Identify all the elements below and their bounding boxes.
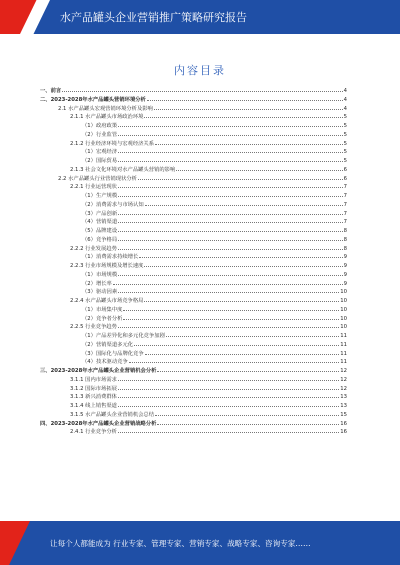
- toc-entry-page: 5: [343, 131, 347, 138]
- toc-leader-dots: [144, 300, 339, 302]
- toc-entry-page: 10: [340, 289, 347, 296]
- toc-entry-text: （2）营销渠道多元化: [82, 341, 134, 348]
- toc-entry[interactable]: [70, 392, 347, 400]
- toc-entry-text: 2.1.2 行业经济环境与宏观经济关系: [70, 140, 155, 147]
- toc-entry-text: （1）生产规模: [82, 193, 118, 199]
- toc-entry-page: 8: [343, 236, 347, 243]
- toc-entry-text: （6）竞争格局: [82, 236, 118, 243]
- toc-entry-text: 3.1.5 水产品罐头企业营销机会总结: [70, 411, 155, 418]
- toc-leader-dots: [157, 370, 339, 372]
- toc-entry-text: （1）消费需求持续增长: [82, 254, 139, 261]
- toc-entry-page: 7: [343, 201, 347, 208]
- toc-entry-text: （4）营销渠道: [82, 219, 118, 226]
- toc-leader-dots: [118, 134, 342, 136]
- toc-entry-page: 16: [340, 429, 347, 436]
- toc-entry[interactable]: [82, 279, 347, 287]
- toc-entry[interactable]: [82, 130, 347, 138]
- toc-entry-text: 3.1.3 新兴消费群体: [70, 394, 117, 401]
- toc-entry-text: 2.2.1 行业运营现状: [70, 184, 117, 191]
- toc-entry-page: 7: [343, 184, 347, 191]
- toc-entry[interactable]: [58, 104, 347, 112]
- toc-entry-page: 6: [343, 166, 347, 173]
- toc-entry-page: 11: [340, 341, 347, 348]
- toc-leader-dots: [118, 239, 342, 241]
- toc-entry-page: 13: [340, 403, 347, 409]
- toc-leader-dots: [118, 230, 342, 232]
- toc-entry[interactable]: [82, 147, 347, 155]
- toc-entry[interactable]: [82, 156, 347, 164]
- toc-entry[interactable]: [70, 427, 347, 435]
- toc-leader-dots: [155, 143, 343, 145]
- toc-entry-text: （1）宏观经济: [82, 149, 118, 156]
- toc-entry[interactable]: [82, 287, 347, 295]
- toc-entry[interactable]: [70, 384, 347, 392]
- toc-leader-dots: [154, 108, 343, 110]
- toc-entry-text: （2）竞争者分析: [82, 315, 123, 322]
- toc-entry-text: （1）政府政策: [82, 123, 118, 129]
- report-title: 水产品罐头企业营销推广策略研究报告: [60, 11, 247, 24]
- toc-entry-text: 一、前言: [40, 88, 62, 94]
- toc-entry-page: 9: [343, 263, 347, 269]
- toc-leader-dots: [118, 213, 342, 215]
- toc-entry[interactable]: [82, 121, 347, 129]
- toc-entry-page: 6: [343, 175, 347, 182]
- toc-entry-text: 2.2.4 水产品罐头市场竞争格局: [70, 298, 144, 304]
- toc-leader-dots: [118, 160, 342, 162]
- toc-entry[interactable]: [82, 270, 347, 278]
- toc-entry-page: 16: [340, 420, 347, 427]
- toc-leader-dots: [118, 274, 342, 276]
- toc-entry-page: 10: [340, 306, 347, 313]
- toc-leader-dots: [118, 125, 342, 127]
- toc-entry[interactable]: [40, 86, 347, 94]
- toc-entry-page: 5: [343, 114, 347, 121]
- toc-entry-text: 四、2023-2028年水产品罐头企业营销战略分析: [40, 420, 157, 427]
- toc-entry-page: 10: [340, 315, 347, 322]
- toc-entry-text: （3）驱动因素: [82, 289, 118, 296]
- toc-leader-dots: [118, 405, 339, 407]
- toc-entry-text: 2.2 水产品罐头行业营销现状分析: [58, 175, 137, 182]
- toc-leader-dots: [144, 116, 342, 118]
- toc-leader-dots: [145, 204, 343, 206]
- toc-entry-page: 10: [340, 324, 347, 331]
- toc-leader-dots: [118, 431, 339, 433]
- toc-entry-text: （2）消费需求与市场认知: [82, 201, 144, 208]
- toc-entry[interactable]: [70, 296, 347, 304]
- toc-entry[interactable]: [82, 226, 347, 234]
- toc-entry-text: 三、2023-2028年水产品罐头企业营销机会分析: [40, 368, 157, 374]
- toc-leader-dots: [62, 90, 342, 92]
- toc-entry-text: 3.1.2 国际市场拓展: [70, 385, 117, 392]
- toc-entry-page: 9: [343, 254, 347, 261]
- toc-leader-dots: [113, 283, 343, 285]
- toc-entry[interactable]: [82, 235, 347, 243]
- toc-entry-text: 2.1.3 社会文化环境对水产品罐头营销的影响: [70, 166, 176, 173]
- toc-entry[interactable]: [58, 174, 347, 182]
- toc-entry[interactable]: [82, 331, 347, 339]
- toc-entry-page: 9: [343, 271, 347, 278]
- toc-leader-dots: [144, 265, 342, 267]
- toc-entry-text: 二、2023-2028年水产品罐头营销环境分析: [40, 96, 146, 103]
- toc-entry[interactable]: [70, 112, 347, 120]
- toc-entry-page: 12: [340, 385, 347, 392]
- toc-entry-text: 2.2.2 行业发展趋势: [70, 245, 117, 252]
- toc-entry-page: 12: [340, 376, 347, 383]
- toc-entry-text: 2.1 水产品罐头宏观营销环境分析及影响: [58, 105, 153, 112]
- footer-slogan: 让每个人都能成为 行业专家、管理专家、营销专家、战略专家、咨询专家……: [50, 539, 311, 548]
- toc-entry-page: 7: [343, 193, 347, 199]
- toc-entry[interactable]: [40, 419, 347, 427]
- toc-entry-page: 15: [340, 411, 347, 418]
- toc-leader-dots: [155, 414, 339, 416]
- toc-entry-page: 7: [343, 210, 347, 217]
- toc-entry-text: 2.1.1 水产品罐头市场政治环境: [70, 114, 144, 121]
- toc-leader-dots: [118, 195, 342, 197]
- toc-leader-dots: [138, 178, 343, 180]
- toc-leader-dots: [118, 151, 342, 153]
- toc-entry[interactable]: [82, 349, 347, 357]
- toc-entry-page: 13: [340, 394, 347, 401]
- toc-leader-dots: [118, 326, 339, 328]
- toc-entry[interactable]: [70, 375, 347, 383]
- toc-entry-text: （3）国际化与品牌化竞争: [82, 350, 144, 357]
- toc-entry[interactable]: [70, 244, 347, 252]
- toc-entry-page: 4: [343, 105, 347, 112]
- toc-entry-page: 5: [343, 158, 347, 164]
- toc-entry-text: （1）产品差异化和多元化竞争加剧: [82, 333, 165, 339]
- toc-entry-page: 4: [343, 96, 347, 103]
- toc-leader-dots: [118, 291, 339, 293]
- toc-entry-text: 2.2.3 行业市场规模及增长速度: [70, 263, 144, 269]
- toc-entry-text: （3）产品创新: [82, 210, 118, 217]
- toc-entry[interactable]: [70, 322, 347, 330]
- toc-leader-dots: [123, 309, 339, 311]
- toc-entry[interactable]: [70, 139, 347, 147]
- toc-entry[interactable]: [82, 340, 347, 348]
- toc-entry-text: （5）品牌建设: [82, 228, 118, 234]
- toc-leader-dots: [139, 256, 342, 258]
- toc-leader-dots: [118, 388, 339, 390]
- toc-leader-dots: [147, 99, 343, 101]
- toc-entry-page: 11: [340, 359, 347, 366]
- toc-entry-page: 8: [343, 245, 347, 252]
- page-footer: [0, 521, 400, 565]
- toc-entry[interactable]: [82, 357, 347, 365]
- toc-entry-text: （2）增长率: [82, 280, 112, 287]
- toc-entry[interactable]: [82, 314, 347, 322]
- toc-entry-page: 5: [343, 123, 347, 129]
- toc-entry[interactable]: [70, 261, 347, 269]
- toc-leader-dots: [129, 361, 340, 363]
- toc-leader-dots: [176, 169, 342, 171]
- toc-leader-dots: [157, 423, 339, 425]
- toc-entry-text: （2）行业监管: [82, 131, 118, 138]
- toc-leader-dots: [118, 186, 343, 188]
- toc-leader-dots: [118, 396, 339, 398]
- toc-entry-page: 5: [343, 149, 347, 156]
- toc-entry[interactable]: [70, 401, 347, 409]
- footer-red-accent: [0, 521, 30, 565]
- toc-entry[interactable]: [82, 191, 347, 199]
- toc-entry-text: 3.1.4 线上销售渠道: [70, 403, 117, 409]
- toc-leader-dots: [123, 318, 339, 320]
- toc-entry[interactable]: [70, 165, 347, 173]
- toc-entry-page: 11: [340, 350, 347, 357]
- toc-entry[interactable]: [70, 182, 347, 190]
- toc-entry[interactable]: [82, 305, 347, 313]
- toc-entry-text: （1）市场规模: [82, 271, 118, 278]
- toc-entry-page: 5: [343, 140, 347, 147]
- toc-entry[interactable]: [82, 217, 347, 225]
- page-header: [0, 0, 400, 34]
- toc-entry[interactable]: [82, 200, 347, 208]
- toc-entry-text: （2）国际贸易: [82, 158, 118, 164]
- toc-entry[interactable]: [70, 410, 347, 418]
- toc-entry-text: （4）技术驱动竞争: [82, 359, 128, 366]
- toc-entry[interactable]: [82, 252, 347, 260]
- toc-entry-page: 8: [343, 228, 347, 234]
- toc-entry-page: 11: [340, 333, 347, 339]
- toc-entry[interactable]: [40, 95, 347, 103]
- toc-leader-dots: [118, 379, 339, 381]
- toc-entry-page: 9: [343, 280, 347, 287]
- toc-entry-page: 4: [343, 88, 347, 94]
- toc-entry-text: 3.1.1 国内市场需求: [70, 376, 117, 383]
- toc-entry[interactable]: [40, 366, 347, 374]
- toc-leader-dots: [145, 353, 340, 355]
- toc-entry-text: 2.2.5 行业竞争趋势: [70, 324, 117, 331]
- toc-title: 内容目录: [174, 64, 226, 77]
- toc-leader-dots: [118, 248, 343, 250]
- toc-entry-text: 2.4.1 行业竞争分析: [70, 429, 117, 436]
- toc-entry-text: （1）市场集中度: [82, 306, 123, 313]
- toc-leader-dots: [118, 221, 342, 223]
- toc-leader-dots: [166, 335, 339, 337]
- toc-entry-page: 12: [340, 368, 347, 374]
- toc-entry[interactable]: [82, 209, 347, 217]
- toc-leader-dots: [134, 344, 339, 346]
- toc-entry-page: 10: [340, 298, 347, 304]
- toc-entry-page: 7: [343, 219, 347, 226]
